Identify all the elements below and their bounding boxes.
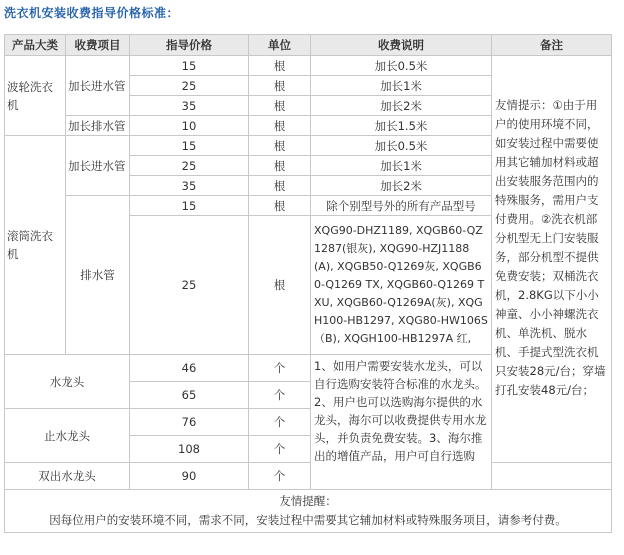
- item-double-faucet: 双出水龙头: [5, 463, 130, 490]
- price-cell: 15: [130, 56, 249, 76]
- price-cell: 25: [130, 216, 249, 355]
- table-header-row: [5, 35, 612, 56]
- footer-text: 因每位用户的安装环境不同，需求不同，安装过程中需要其它辅加材料或特殊服务项目，请参考付费。: [49, 513, 567, 527]
- footer-title: 友情提醒：: [279, 494, 337, 508]
- header-unit: 单位: [249, 35, 311, 56]
- header-category: 产品大类: [5, 35, 66, 56]
- desc-cell: 加长1米: [311, 76, 492, 96]
- item-drain-hose: 排水管: [66, 196, 130, 355]
- unit-cell: 个: [249, 382, 311, 409]
- header-item: 收费项目: [66, 35, 130, 56]
- item-faucet: 水龙头: [5, 355, 130, 409]
- unit-cell: 个: [249, 409, 311, 436]
- desc-cell: 加长2米: [311, 176, 492, 196]
- item-drain-hose-ext: 加长排水管: [66, 116, 130, 136]
- unit-cell: 个: [249, 436, 311, 463]
- item-inlet-hose: 加长进水管: [66, 56, 130, 116]
- table-row: [5, 463, 612, 490]
- price-cell: 25: [130, 76, 249, 96]
- header-price: 指导价格: [130, 35, 249, 56]
- remarks-cell: 友情提示：①由于用户的使用环境不同，如安装过程中需要使用其它辅加材料或超出安装服务范围内的特殊服务，需用户支付费用。②洗衣机部分机型无上门安装服务，部分机型不提供免费安装；双桶洗衣机，2.8KG以下小小神童、小小神螺洗衣机、单洗机、脱水机、手提式型洗衣机只安装28元/台；穿墙打孔安装48元/台；: [492, 56, 612, 463]
- table-row: [5, 56, 612, 76]
- price-cell: 46: [130, 355, 249, 382]
- unit-cell: 根: [249, 56, 311, 76]
- footer-cell: [5, 490, 612, 533]
- price-cell: 65: [130, 382, 249, 409]
- price-cell: 35: [130, 96, 249, 116]
- price-cell: 108: [130, 436, 249, 463]
- price-cell: 15: [130, 136, 249, 156]
- desc-cell: 加长1米: [311, 156, 492, 176]
- item-stop-faucet: 止水龙头: [5, 409, 130, 463]
- unit-cell: 个: [249, 463, 311, 490]
- remarks-empty-cell: [492, 463, 612, 490]
- desc-cell: 加长2米: [311, 96, 492, 116]
- unit-cell: 根: [249, 76, 311, 96]
- category-drum: 滚筒洗衣机: [5, 136, 66, 355]
- price-cell: 35: [130, 176, 249, 196]
- unit-cell: 根: [249, 156, 311, 176]
- unit-cell: 根: [249, 136, 311, 156]
- price-cell: 90: [130, 463, 249, 490]
- unit-cell: 根: [249, 96, 311, 116]
- desc-cell: 加长1.5米: [311, 116, 492, 136]
- price-cell: 15: [130, 196, 249, 216]
- price-table: [4, 34, 612, 533]
- footer-row: [5, 490, 612, 533]
- item-inlet-hose: 加长进水管: [66, 136, 130, 196]
- price-cell: 25: [130, 156, 249, 176]
- price-cell: 76: [130, 409, 249, 436]
- unit-cell: 根: [249, 176, 311, 196]
- faucet-desc-cell: 1、如用户需要安装水龙头，可以自行选购安装符合标准的水龙头。2、用户也可以选购海尔提供的水龙头，海尔可以收费提供专用水龙头，并负责免费安装。3、海尔推出的增值产品，用户可自行选购: [311, 355, 492, 490]
- desc-cell: 加长0.5米: [311, 136, 492, 156]
- unit-cell: 根: [249, 196, 311, 216]
- desc-cell: 除个别型号外的所有产品型号: [311, 196, 492, 216]
- desc-cell: XQG90-DHZ1189, XQGB60-QZ1287(银灰), XQG90-HZJ1188(A), XQGB50-Q1269灰, XQGB60-Q1269 TX, XQGB60-Q1269 TXU, XQGB60-Q1269A(灰), XQGH100-HB1297, XQG80-HW106S（B), XQGH100-HB1297A 红,: [311, 216, 492, 355]
- unit-cell: 根: [249, 216, 311, 355]
- header-remarks: 备注: [492, 35, 612, 56]
- header-description: 收费说明: [311, 35, 492, 56]
- price-cell: 10: [130, 116, 249, 136]
- page-title: 洗衣机安装收费指导价格标准：: [4, 6, 180, 20]
- desc-cell: 加长0.5米: [311, 56, 492, 76]
- category-pulsator: 波轮洗衣机: [5, 56, 66, 136]
- unit-cell: 个: [249, 355, 311, 382]
- unit-cell: 根: [249, 116, 311, 136]
